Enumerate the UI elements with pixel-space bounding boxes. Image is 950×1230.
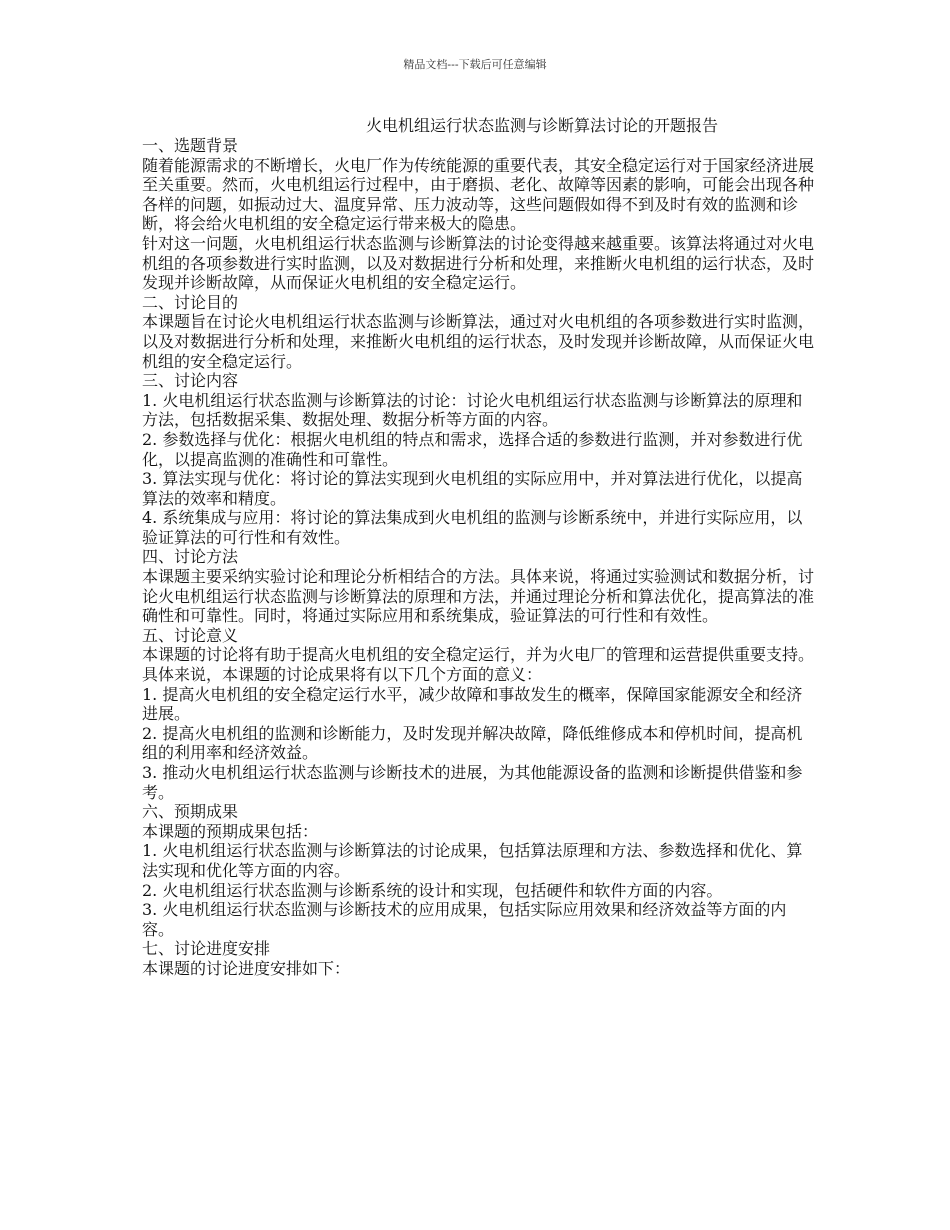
section-heading: 一、选题背景 (142, 136, 239, 155)
list-item: 1. 提高火电机组的安全稳定运行水平，减少故障和事故发生的概率，保障国家能源安全和经济进展。 (142, 684, 803, 724)
paragraph: 本课题旨在讨论火电机组运行状态监测与诊断算法，通过对火电机组的各项参数进行实时监测，以及对数据进行分析和处理，来推断火电机组的运行状态，及时发现并诊断故障，从而保证火电机组的安全稳定运行。 (142, 312, 815, 371)
paragraph: 本课题的预期成果包括： (142, 821, 319, 841)
list-item: 1. 火电机组运行状态监测与诊断算法的讨论成果，包括算法原理和方法、参数选择和优化、算法实现和优化等方面的内容。 (142, 841, 803, 880)
list-item: 4. 系统集成与应用：将讨论的算法集成到火电机组的监测与诊断系统中，并进行实际应用，以验证算法的可行性和有效性。 (142, 508, 803, 547)
list-item: 3. 算法实现与优化：将讨论的算法实现到火电机组的实际应用中，并对算法进行优化，以提高算法的效率和精度。 (142, 469, 803, 508)
list-item: 2. 提高火电机组的监测和诊断能力，及时发现并解决故障，降低维修成本和停机时间，提高机组的利用率和经济效益。 (142, 723, 803, 763)
paragraph: 本课题的讨论进度安排如下： (142, 958, 351, 978)
paragraph: 针对这一问题，火电机组运行状态监测与诊断算法的讨论变得越来越重要。该算法将通过对火电机组的各项参数进行实时监测，以及对数据进行分析和处理，来推断火电机组的运行状态，及时发现并诊断故障，从而保证火电机组的安全稳定运行。 (142, 233, 815, 293)
page-header: 精品文档---下载后可任意编辑 (403, 58, 547, 71)
list-item: 1. 火电机组运行状态监测与诊断算法的讨论：讨论火电机组运行状态监测与诊断算法的原理和方法，包括数据采集、数据处理、数据分析等方面的内容。 (142, 390, 803, 430)
paragraph: 本课题主要采纳实验讨论和理论分析相结合的方法。具体来说，将通过实验测试和数据分析，讨论火电机组运行状态监测与诊断算法的原理和方法，并通过理论分析和算法优化，提高算法的准确性和可靠性。同时，将通过实际应用和系统集成，验证算法的可行性和有效性。 (142, 567, 815, 626)
section-heading: 三、讨论内容 (142, 371, 239, 391)
list-item: 3. 火电机组运行状态监测与诊断技术的应用成果，包括实际应用效果和经济效益等方面的内容。 (142, 900, 787, 939)
section-heading: 七、讨论进度安排 (142, 939, 271, 959)
document-body (142, 136, 814, 979)
list-item: 2. 参数选择与优化：根据火电机组的特点和需求，选择合适的参数进行监测，并对参数进行优化，以提高监测的准确性和可靠性。 (142, 429, 803, 469)
section-heading: 四、讨论方法 (142, 547, 239, 567)
section-heading: 六、预期成果 (142, 802, 239, 822)
paragraph: 随着能源需求的不断增长，火电厂作为传统能源的重要代表，其安全稳定运行对于国家经济进展至关重要。然而，火电机组运行过程中，由于磨损、老化、故障等因素的影响，可能会出现各种各样的问题，如振动过大、温度异常、压力波动等，这些问题假如得不到及时有效的监测和诊断，将会给火电机组的安全稳定运行带来极大的隐患。 (142, 155, 815, 234)
document-title: 火电机组运行状态监测与诊断算法讨论的开题报告 (366, 116, 719, 135)
section-heading: 五、讨论意义 (142, 625, 239, 645)
list-item: 2. 火电机组运行状态监测与诊断系统的设计和实现，包括硬件和软件方面的内容。 (142, 880, 723, 900)
section-heading: 二、讨论目的 (142, 292, 239, 312)
paragraph: 本课题的讨论将有助于提高火电机组的安全稳定运行，并为火电厂的管理和运营提供重要支持。具体来说，本课题的讨论成果将有以下几个方面的意义： (142, 645, 815, 685)
list-item: 3. 推动火电机组运行状态监测与诊断技术的进展，为其他能源设备的监测和诊断提供借鉴和参考。 (142, 763, 803, 802)
